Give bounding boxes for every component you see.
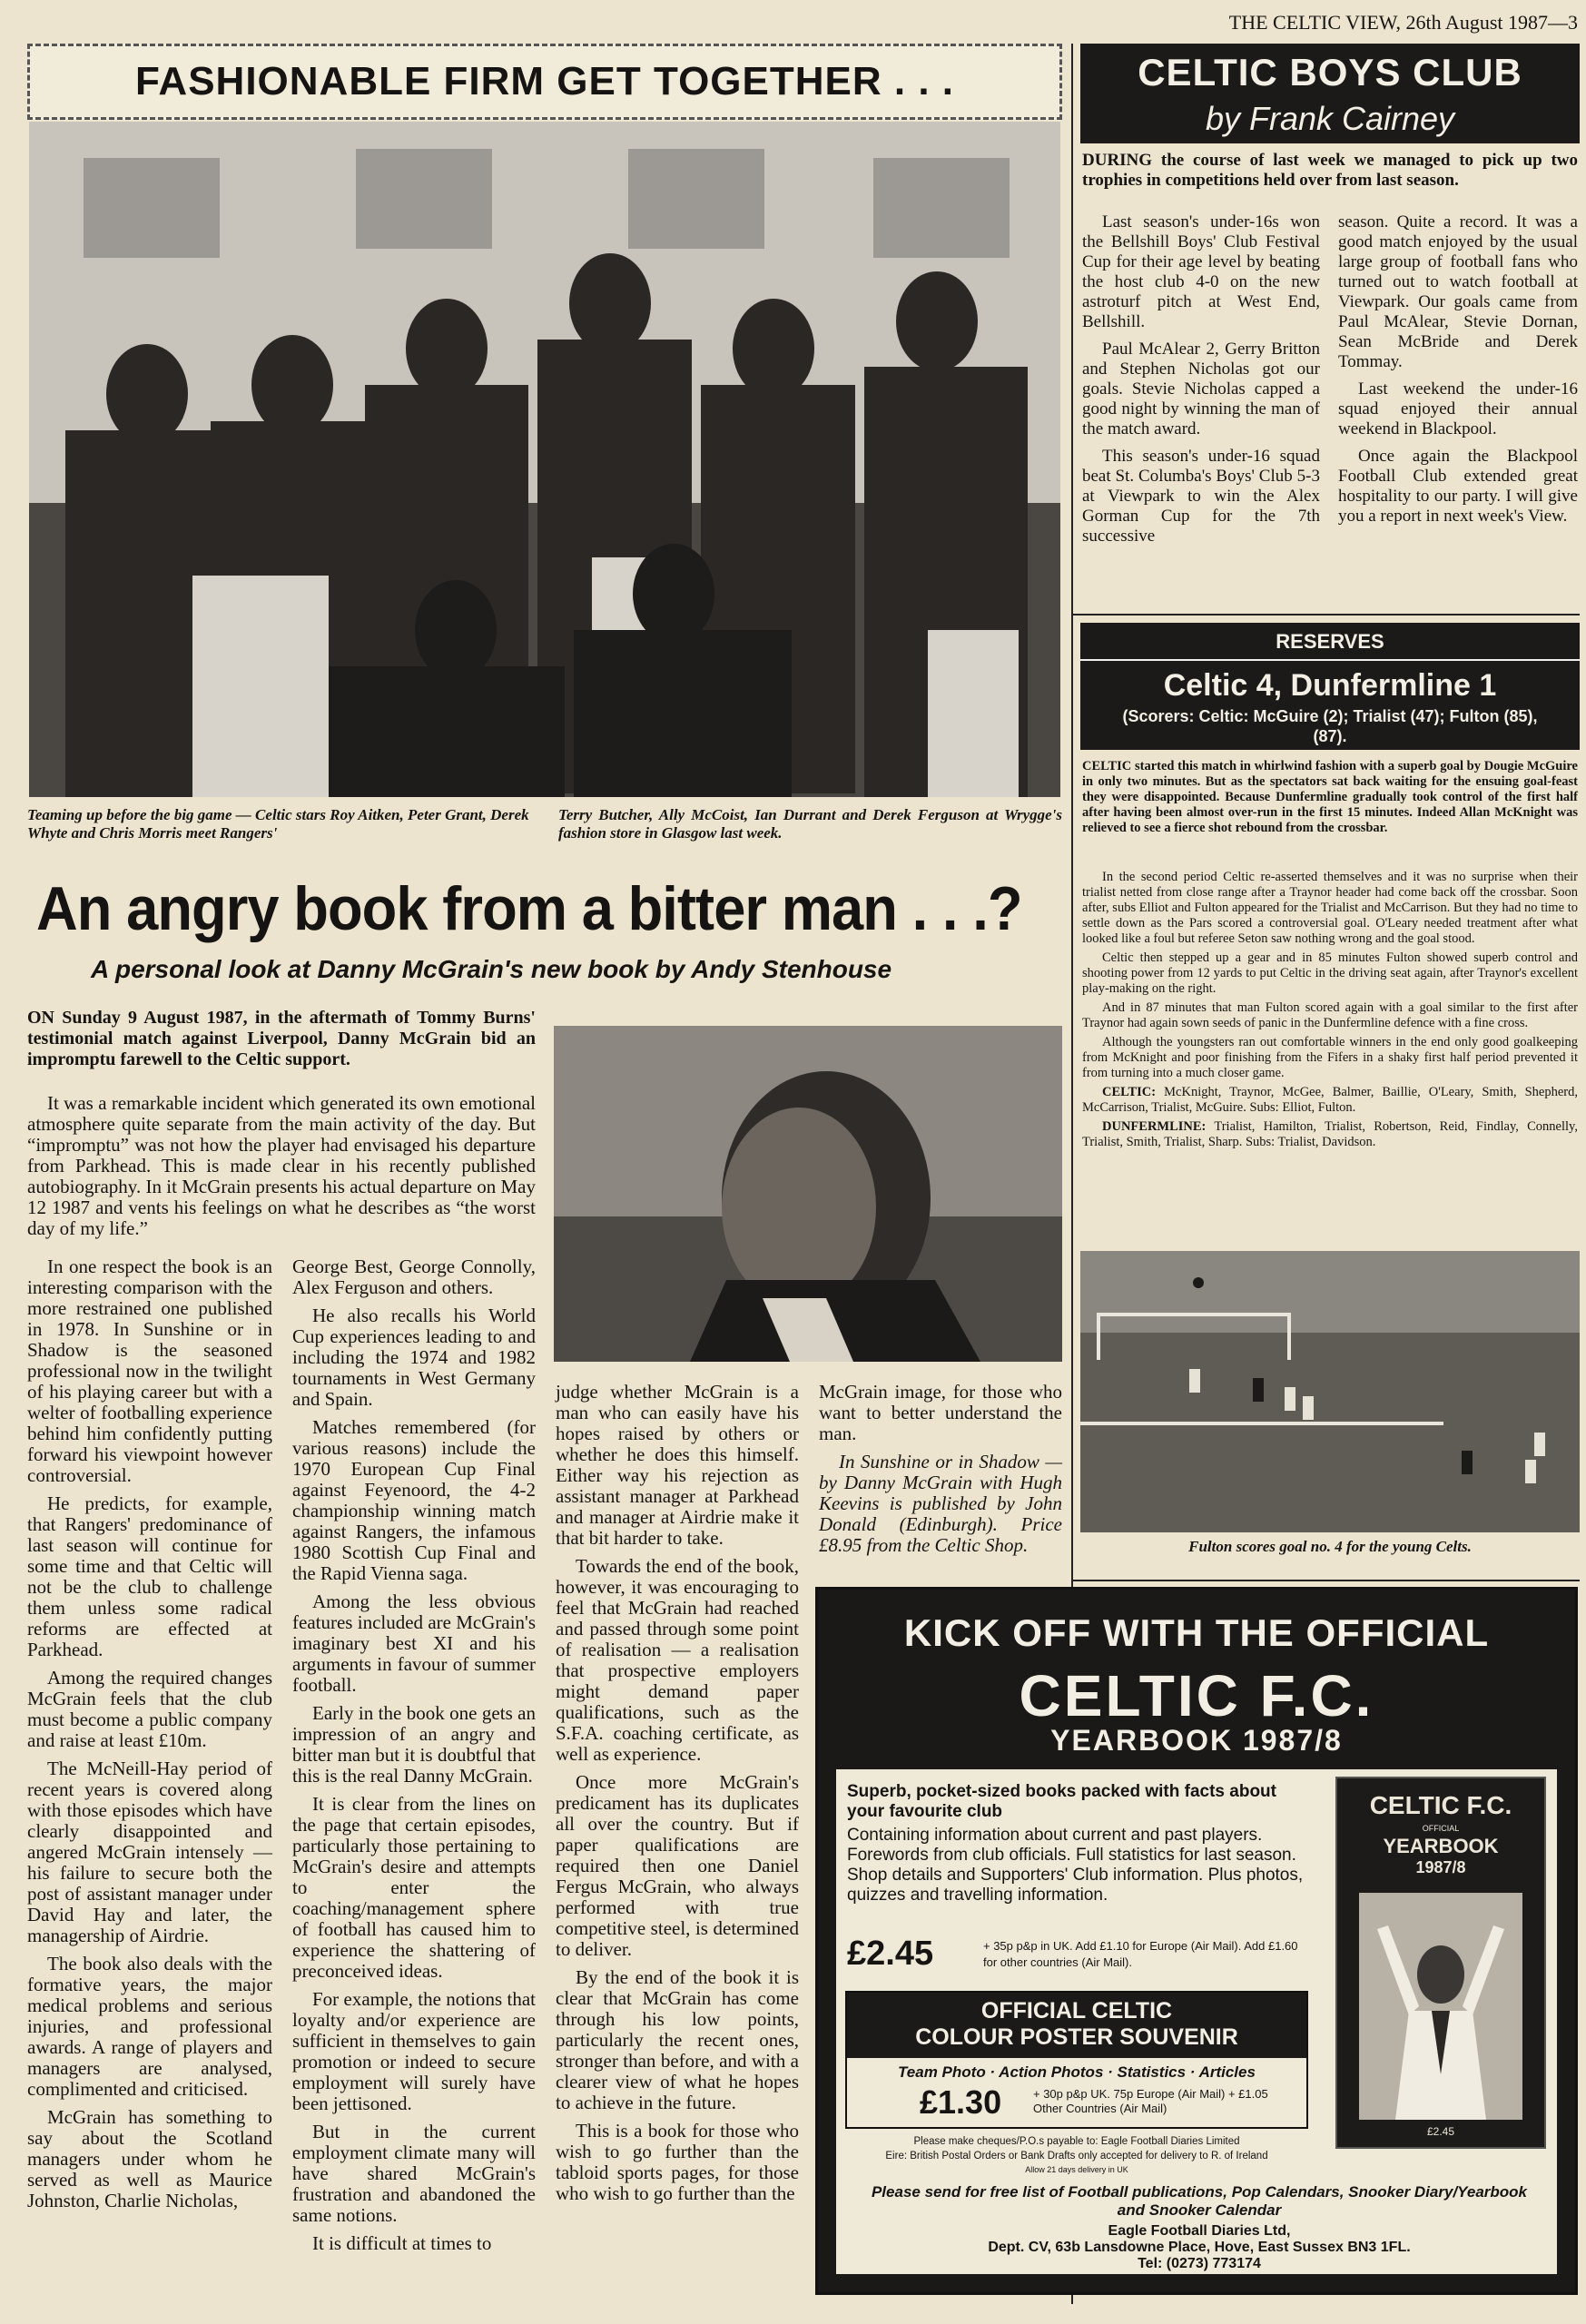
- dunfermline-lineup-label: DUNFERMLINE:: [1102, 1119, 1207, 1134]
- book-para: This is a book for those who wish to go further than the tabloid sports pages, for those who wish to go further than the: [556, 2120, 799, 2204]
- reserves-para: Celtic then stepped up a gear and in 85 minutes Fulton showed superb control and shooting power from 12 yards to put Celtic in the driving seat again, after Traynor's excellent play-making on the right.: [1082, 950, 1578, 996]
- boys-club-para: Last weekend the under-16 squad enjoyed their annual weekend in Blackpool.: [1338, 379, 1578, 438]
- book-col1: [27, 1256, 272, 2219]
- cover-photo: [1359, 1893, 1522, 2120]
- poster-box: [845, 1991, 1308, 2129]
- boys-club-col1: [1082, 212, 1320, 554]
- dunfermline-lineup-names: Trialist, Hamilton, Trialist, Robertson, Reid, Findlay, Connelly, Trialist, Smith, Trialist, Sharp. Subs: Trialist, Davidson.: [1082, 1119, 1578, 1149]
- book-para: By the end of the book it is clear that McGrain has come through his low points, particularly the recent ones, stronger than before, and with a clearer view of what he hopes to achieve in the future.: [556, 1966, 799, 2113]
- book-para: Matches remembered (for various reasons) include the 1970 European Cup Final against Feyenoord, the 4-2 championship winning match against Rangers, the infamous 1980 Scottish Cup Final and the Rapid Vienna saga.: [292, 1416, 536, 1584]
- match-photo: [1080, 1251, 1580, 1532]
- reserves-para: In the second period Celtic re-asserted themselves and it was no surprise when their trialist netted from close range after a Traynor header had come back off the crossbar. Soon after, subs Elliot and Fulton appeared for the Trialist and McCarrison. But they had no time to settle down as the Pars scored a controversial goal. O'Leary needed treatment after what looked like a foul but referee Seton saw nothing wrong and the goal stood.: [1082, 870, 1578, 946]
- advert-price1: £2.45: [847, 1935, 934, 1973]
- book-col3: [556, 1382, 799, 2211]
- advert-cheques: Please make cheques/P.O.s payable to: Eagle Football Diaries Limited: [913, 2136, 1240, 2147]
- book-para: The book also deals with the formative years, the major medical problems and serious injuries, and professional awards. A range of players and managers are analysed, complimented and criticised.: [27, 1953, 272, 2100]
- reserves-body: [1082, 870, 1578, 1154]
- book-para: He also recalls his World Cup experiences leading to and including the 1974 and 1982 tournaments in West Germany and Spain.: [292, 1305, 536, 1410]
- advert-price1-note: + 35p p&p in UK. Add £1.10 for Europe (Air Mail). Add £1.60 for other countries (Air Mail).: [983, 1939, 1298, 1969]
- masthead: THE CELTIC VIEW, 26th August 1987—3: [1228, 11, 1578, 34]
- match-photo-caption: Fulton scores goal no. 4 for the young Celts.: [1188, 1538, 1472, 1555]
- book-para: But in the current employment climate many will have shared McGrain's frustration and abandoned the same notions.: [292, 2121, 536, 2226]
- reserves-para: Although the youngsters ran out comfortable winners in the end only good goalkeeping from McKnight and poor finishing from the Fifers in a shaky first half period prevented it from turning into a much closer game.: [1082, 1035, 1578, 1080]
- dunfermline-lineup: [1082, 1119, 1578, 1150]
- cover-year: 1987/8: [1415, 1858, 1466, 1876]
- book-para: judge whether McGrain is a man who can easily have his hopes raised by others or whether he does this himself. Either way his rejection as assistant manager at Parkhead and manager at Airdrie make it that bit harder to take.: [556, 1381, 799, 1549]
- celtic-lineup-label: CELTIC:: [1102, 1085, 1157, 1099]
- celtic-lineup-names: McKnight, Traynor, McGee, Balmer, Baillie, O'Leary, Smith, Shepherd, McCarrison, Trialist, McGuire. Subs: Elliot, Fulton.: [1082, 1085, 1579, 1115]
- yearbook-advert: [815, 1587, 1578, 2295]
- section-rule-2: [1073, 1580, 1580, 1581]
- book-para: In one respect the book is an interesting comparison with the more restrained one published in 1978. In Sunshine or in Shadow is the seasoned professional now in the twilight of his playing career but with a welter of footballing experience behind him confidently putting forward his viewpoint however controversial.: [27, 1256, 272, 1486]
- caption-right: Terry Butcher, Ally McCoist, Ian Durrant and Derek Ferguson at Wrygge's fashion store in Glasgow last week.: [558, 806, 1062, 842]
- boys-club-title: CELTIC BOYS CLUB: [1138, 51, 1522, 94]
- book-intro: [27, 1093, 536, 1246]
- book-para: It is clear from the lines on the page that certain episodes, particularly those pertaining to McGrain's desire and attempts to enter the coaching/management sphere of football has caused him to experience the shattering of preconceived ideas.: [292, 1793, 536, 1982]
- advert-panel: [836, 1769, 1557, 2274]
- group-photo: [29, 122, 1060, 797]
- reserves-para: And in 87 minutes that man Fulton scored again with a goal similar to the first after Traynor had again sown seeds of panic in the Dunfermline defence with a fine cross.: [1082, 1000, 1578, 1030]
- reserves-header: [1080, 623, 1580, 750]
- group-photo-image: [29, 122, 1060, 797]
- reserves-kicker: RESERVES: [1276, 630, 1384, 653]
- boys-club-para: Paul McAlear 2, Gerry Britton and Stephen Nicholas got our goals. Stevie Nicholas capped a good night by winning the man of the match award.: [1082, 340, 1320, 438]
- book-para: Among the required changes McGrain feels that the club must become a public company and raise at least £10m.: [27, 1667, 272, 1751]
- book-para: McGrain has something to say about the Scotland managers under whom he served as well as Maurice Johnston, Charlie Nicholas,: [27, 2106, 272, 2211]
- book-subhead: A personal look at Danny McGrain's new book by Andy Stenhouse: [91, 955, 892, 983]
- caption-left: Teaming up before the big game — Celtic stars Roy Aitken, Peter Grant, Derek Whyte and Chris Morris meet Rangers': [27, 806, 529, 842]
- advert-delivery: Allow 21 days delivery in UK: [1025, 2165, 1128, 2174]
- advert-intro: Containing information about current and past players. Forewords from club officials. Full statistics for last season. Shop details and Supporters' Club information. Plus photos, quizzes and travelling information.: [847, 1826, 1304, 1905]
- boys-club-lead: DURING the course of last week we managed to pick up two trophies in competitions held over from last season.: [1082, 151, 1578, 190]
- mcgrain-photo-image: [554, 1026, 1062, 1362]
- book-para: He predicts, for example, that Rangers' predominance of last season will continue for some time and that Celtic will not be the club to challenge them unless some radical reforms are effected at Parkhead.: [27, 1492, 272, 1660]
- book-para: Once more McGrain's predicament has its duplicates all over the country. But if paper qualifications are required then one Daniel Fergus McGrain, who always performed with true competitive steel, is determined to deliver.: [556, 1771, 799, 1960]
- book-col4: [819, 1382, 1062, 1563]
- boys-club-col2: [1338, 212, 1578, 534]
- poster-sub: Team Photo · Action Photos · Statistics · Articles: [898, 2063, 1256, 2081]
- advert-intro-bold: Superb, pocket-sized books packed with facts about your favourite club: [847, 1782, 1276, 1821]
- advert-company: Eagle Football Diaries Ltd,: [1108, 2223, 1291, 2239]
- book-para: George Best, George Connolly, Alex Ferguson and others.: [292, 1256, 536, 1298]
- boys-club-header: [1080, 44, 1580, 143]
- book-col2: [292, 1256, 536, 2261]
- section-rule: [1073, 614, 1580, 615]
- cover-photo-image: [1359, 1893, 1522, 2120]
- advert-eire: Eire: British Postal Orders or Bank Drafts only accepted for delivery to R. of Ireland: [885, 2151, 1268, 2162]
- advert-line2: CELTIC F.C.: [1019, 1663, 1374, 1728]
- book-lead: ON Sunday 9 August 1987, in the aftermath of Tommy Burns' testimonial match against Liverpool, Danny McGrain bid an impromptu farewell to the Celtic support.: [27, 1008, 536, 1069]
- boys-club-para: Last season's under-16s won the Bellshill Boys' Club Festival Cup for their age level by beating the host club 4-0 on the new astroturf pitch at West End, Bellshill.: [1082, 212, 1320, 331]
- cover-price: £2.45: [1426, 2125, 1455, 2138]
- cover-title2: YEARBOOK: [1383, 1835, 1499, 1857]
- top-headline: FASHIONABLE FIRM GET TOGETHER . . .: [134, 59, 954, 103]
- book-para: In Sunshine or in Shadow — by Danny McGrain with Hugh Keevins is published by John Donald (Edinburgh). Price £8.95 from the Celtic Shop.: [819, 1451, 1062, 1556]
- cover-title1: CELTIC F.C.: [1369, 1791, 1512, 1819]
- book-para: McGrain image, for those who want to better understand the man.: [819, 1381, 1062, 1444]
- advert-price2: £1.30: [920, 2083, 1002, 2121]
- kicker-rule: [1080, 659, 1580, 661]
- poster-title1: OFFICIAL CELTIC: [980, 1998, 1173, 2024]
- book-para: Towards the end of the book, however, it was encouraging to feel that McGrain had reached and passed through some point of realisation — a realisation that prospective employers might demand paper qualifications, such as the S.F.A. coaching certificate, as well as experience.: [556, 1555, 799, 1765]
- book-para: Early in the book one gets an impression of an angry and bitter man but it is doubtful that this is the real Danny McGrain.: [292, 1702, 536, 1787]
- boys-club-para: Once again the Blackpool Football Club extended great hospitality to our party. I will give you a report in next week's View.: [1338, 447, 1578, 526]
- poster-title2: COLOUR POSTER SOUVENIR: [915, 2024, 1238, 2050]
- mcgrain-photo: [554, 1026, 1062, 1362]
- match-photo-image: [1080, 1251, 1580, 1532]
- reserves-lead: CELTIC started this match in whirlwind fashion with a superb goal by Dougie McGuire in only two minutes. But as the spectators sat back waiting for the ensuing goal-feast they were disappointed. Because Dunfermline gradually took control of the first half after having been almost over-run in the first 15 minutes. Indeed Allan McKnight was relieved to see a fierce shot rebound from the crossbar.: [1082, 759, 1578, 835]
- book-headline: An angry book from a bitter man . . .?: [36, 874, 1022, 943]
- advert-price2-note: + 30p p&p UK. 75p Europe (Air Mail) + £1.05 Other Countries (Air Mail): [1033, 2087, 1268, 2115]
- cover-small: OFFICIAL: [1422, 1824, 1460, 1833]
- boys-club-byline: by Frank Cairney: [1205, 100, 1455, 137]
- celtic-lineup: [1082, 1085, 1578, 1116]
- headline-box: [27, 44, 1062, 120]
- yearbook-cover: [1335, 1777, 1546, 2149]
- reserves: [1080, 623, 1580, 1576]
- book-para: For example, the notions that loyalty and/or experience are sufficient in themselves to gain promotion or indeed to secure employment will surely have been jettisoned.: [292, 1988, 536, 2114]
- top-story: [27, 44, 1062, 861]
- reserves-score: Celtic 4, Dunfermline 1: [1163, 668, 1497, 703]
- advert-tel: Tel: (0273) 773174: [1138, 2256, 1261, 2271]
- book-para: Among the less obvious features included are McGrain's imaginary best XI and his arguments in favour of summer football.: [292, 1590, 536, 1696]
- boys-club: [1080, 44, 1580, 606]
- book-para: The McNeill-Hay period of recent years is covered along with those episodes which have clearly disappointed and angered McGrain intensely — his failure to secure both the post of assistant manager under David Hay and later, the managership of Airdrie.: [27, 1758, 272, 1946]
- reserves-scorers: (Scorers: Celtic: McGuire (2); Trialist (47); Fulton (85), (87).: [1122, 707, 1538, 745]
- advert-line3: YEARBOOK 1987/8: [1050, 1724, 1343, 1757]
- book-para: It is difficult at times to: [312, 2232, 492, 2254]
- boys-club-para: season. Quite a record. It was a good match enjoyed by the usual large group of football fans who turned out to watch football at Viewpark. Our goals came from Paul McAlear, Stevie Dornan, Sean McBride and Derek Tommay.: [1338, 212, 1578, 371]
- boys-club-para: This season's under-16 squad beat St. Columba's Boys' Club 5-3 at Viewpark to win the Alex Gorman Cup for the 7th successive: [1082, 447, 1320, 546]
- advert-address: Dept. CV, 63b Lansdowne Place, Hove, East Sussex BN3 1FL.: [988, 2240, 1411, 2255]
- advert-line1: KICK OFF WITH THE OFFICIAL: [903, 1611, 1490, 1654]
- advert-send-for: Please send for free list of Football publications, Pop Calendars, Snooker Diary/Yearbook and Snooker Calendar: [871, 2183, 1528, 2219]
- book-para: It was a remarkable incident which generated its own emotional atmosphere quite separate from the main activity of the day. But “impromptu” was not how the player had envisaged his departure from Parkhead. This is made clear in his recently published autobiography. In it McGrain presents his actual departure on May 12 1987 and vents his feelings on what he describes as “the worst day of my life.”: [27, 1092, 536, 1239]
- poster-title-box: [847, 1993, 1306, 2058]
